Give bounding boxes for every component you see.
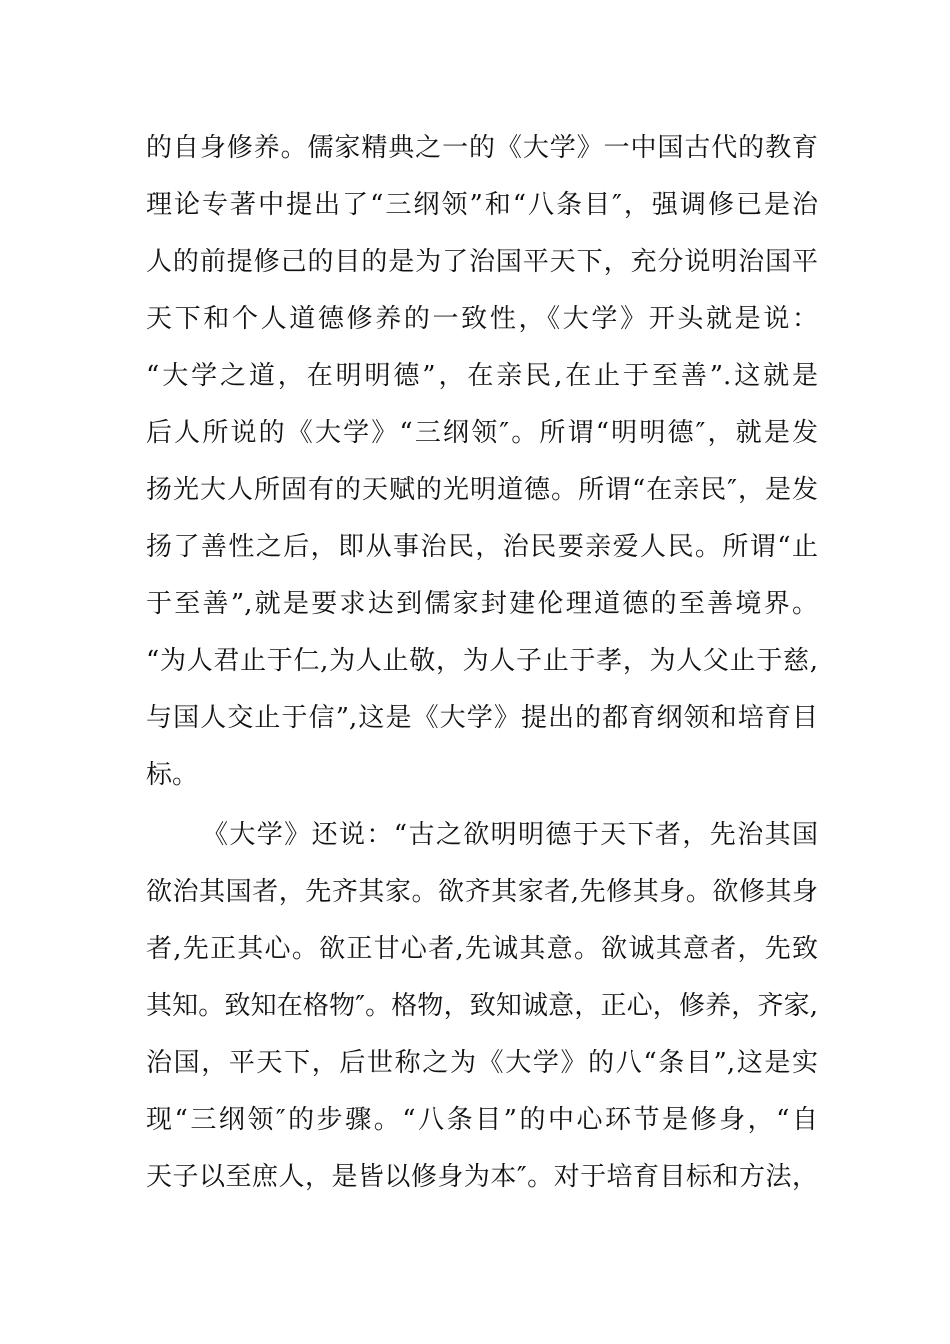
paragraph-line: “大学之道，在明明德”，在亲民,在止于至善”.这就是 (146, 361, 818, 391)
paragraph-line: 治国，平天下，后世称之为《大学》的八“条目”,这是实 (146, 1048, 818, 1078)
paragraph-line: 《大学》还说：“古之欲明明德于天下者，先治其国 (202, 820, 818, 850)
paragraph-line: “为人君止于仁,为人止敬，为人子止于孝，为人父止于慈, (146, 646, 818, 676)
paragraph-line: 天下和个人道德修养的一致性，《大学》开头就是说： (146, 304, 818, 334)
paragraph-line: 者,先正其心。欲正甘心者,先诚其意。欲诚其意者，先致 (146, 934, 818, 964)
paragraph-line: 理论专著中提出了“三纲领”和“八条目″，强调修已是治 (146, 190, 818, 220)
paragraph-line: 扬了善性之后，即从事治民，治民要亲爱人民。所谓“止 (146, 532, 818, 562)
paragraph-line: 欲治其国者，先齐其家。欲齐其家者,先修其身。欲修其身 (146, 877, 818, 907)
paragraph-line: 标。 (146, 760, 199, 790)
paragraph-line: 人的前提修己的目的是为了治国平天下，充分说明治国平 (146, 247, 818, 277)
paragraph-line: 现“三纲领″的步骤。“八条目”的中心环节是修身，“自 (146, 1105, 818, 1135)
paragraph-line: 天子以至庶人，是皆以修身为本″。对于培育目标和方法， (146, 1162, 818, 1192)
paragraph-line: 于至善”,就是要求达到儒家封建伦理道德的至善境界。 (146, 589, 818, 619)
paragraph-line: 其知。致知在格物″。格物，致知诚意，正心，修养，齐家, (146, 991, 818, 1021)
paragraph-line: 后人所说的《大学》“三纲领″。所谓“明明德″，就是发 (146, 418, 818, 448)
paragraph-line: 的自身修养。儒家精典之一的《大学》一中国古代的教育 (146, 133, 818, 163)
paragraph-line: 与国人交止于信”,这是《大学》提出的都育纲领和培育目 (146, 703, 818, 733)
paragraph-line: 扬光大人所固有的天赋的光明道德。所谓“在亲民″，是发 (146, 475, 818, 505)
